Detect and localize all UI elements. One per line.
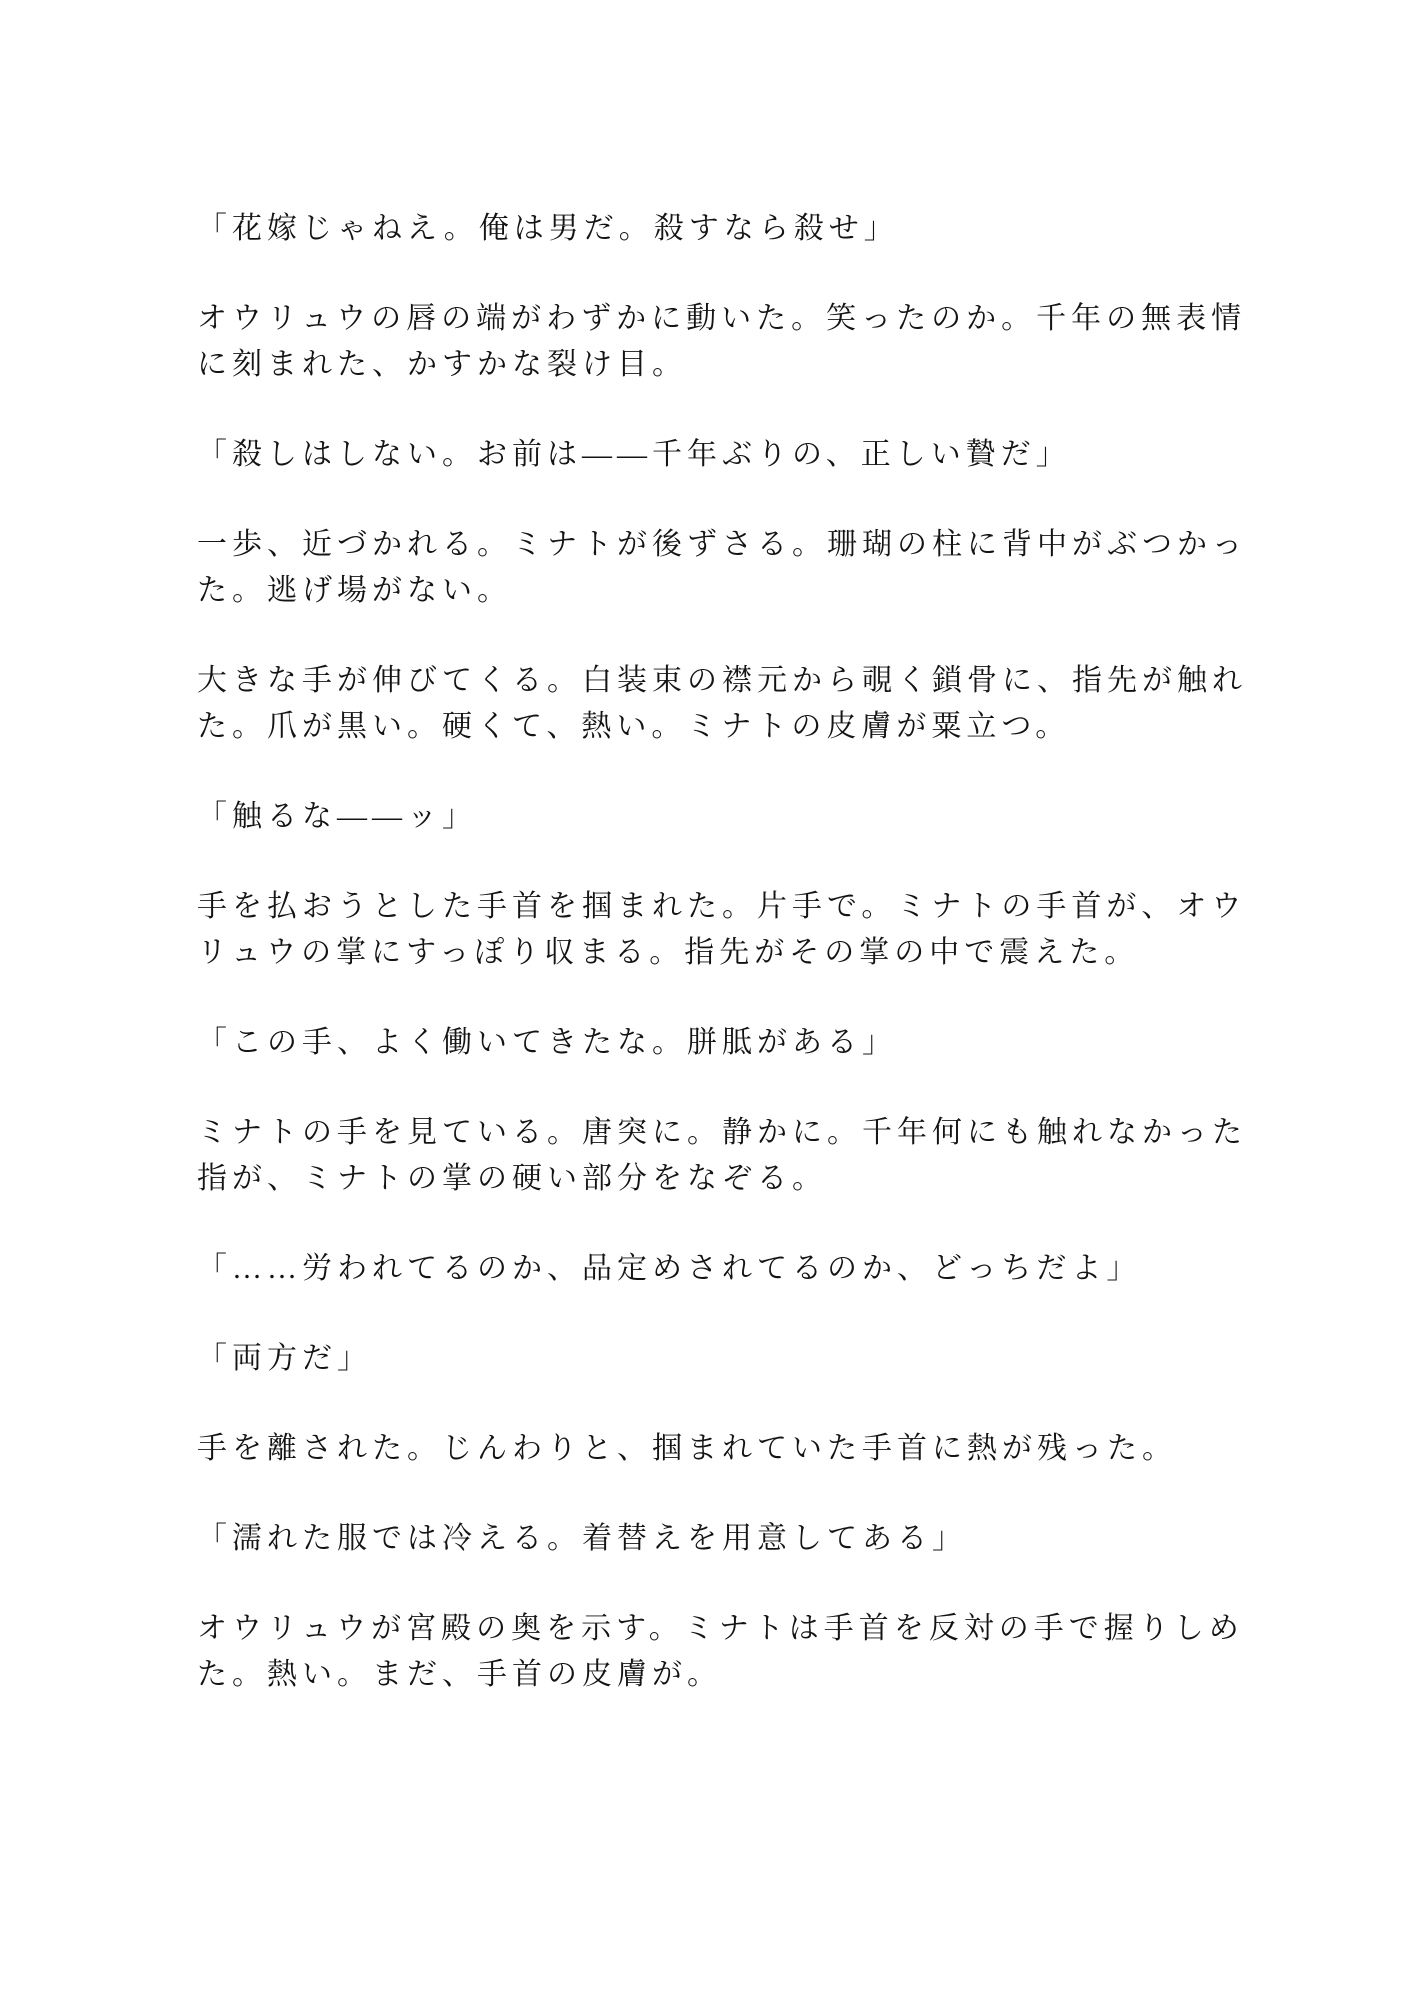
narration-paragraph: ミナトの手を見ている。唐突に。静かに。千年何にも触れなかった指が、ミナトの掌の硬い部分をなぞる。 <box>197 1116 1247 1195</box>
dialogue-line: 「この手、よく働いてきたな。胼胝がある」 <box>197 1026 897 1059</box>
narration-paragraph: 大きな手が伸びてくる。白装束の襟元から覗く鎖骨に、指先が触れた。爪が黒い。硬くて、熱い。ミナトの皮膚が粟立つ。 <box>197 664 1247 743</box>
dialogue-line: 「両方だ」 <box>197 1342 372 1375</box>
narration-paragraph: オウリュウの唇の端がわずかに動いた。笑ったのか。千年の無表情に刻まれた、かすかな裂け目。 <box>197 302 1247 381</box>
dialogue-line: 「……労われてるのか、品定めされてるのか、どっちだよ」 <box>197 1252 1142 1285</box>
dialogue-line: 「殺しはしない。お前は——千年ぶりの、正しい贄だ」 <box>197 438 1071 471</box>
narration-paragraph: 手を払おうとした手首を掴まれた。片手で。ミナトの手首が、オウリュウの掌にすっぽり収まる。指先がその掌の中で震えた。 <box>197 890 1247 969</box>
dialogue-line: 「濡れた服では冷える。着替えを用意してある」 <box>197 1522 967 1555</box>
narration-paragraph: 一歩、近づかれる。ミナトが後ずさる。珊瑚の柱に背中がぶつかった。逃げ場がない。 <box>197 528 1247 607</box>
dialogue-line: 「触るな——ッ」 <box>197 800 477 833</box>
dialogue-line: 「花嫁じゃねえ。俺は男だ。殺すなら殺せ」 <box>197 212 899 245</box>
narration-paragraph: 手を離された。じんわりと、掴まれていた手首に熱が残った。 <box>197 1432 1177 1465</box>
narration-paragraph: オウリュウが宮殿の奥を示す。ミナトは手首を反対の手で握りしめた。熱い。まだ、手首の皮膚が。 <box>197 1612 1244 1691</box>
